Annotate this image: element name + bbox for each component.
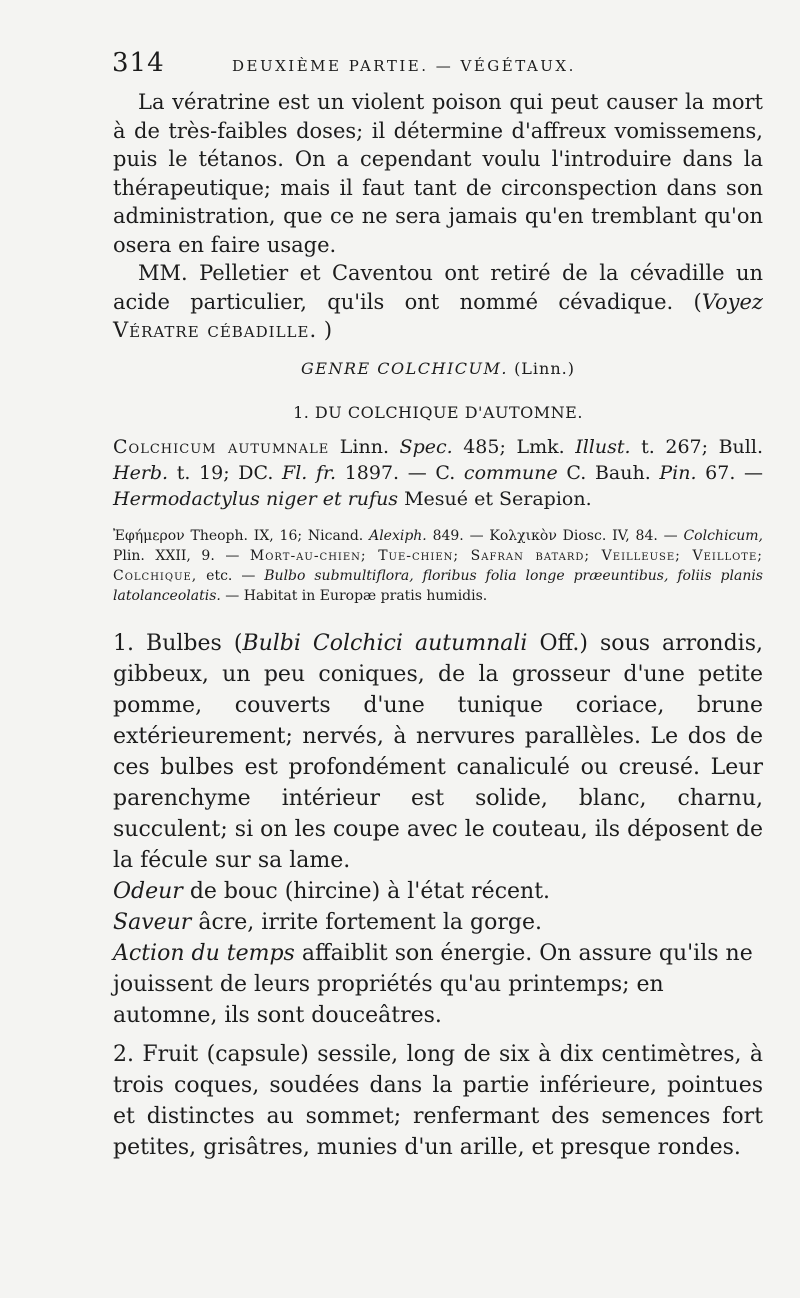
syn-text: Mesué et Serapion. [398,487,592,510]
syn-italic: Fl. fr. [282,461,337,484]
bulbs-text: Off.) sous arrondis, gibbeux, un peu coniques, de la grosseur d'une petite pomme, couverts d'une tunique coriace, brune extérieurement; nervés, à nervures parallèles. Le dos de ces bulbes est profondément canaliculé ou creusé. Leur parenchyme intérieur est solide, blanc, charnu, succulent; si on les coupe avec le couteau, ils déposent de la fécule sur sa lame. [113,630,763,873]
cross-reference: Vératre cébadille. [113,318,318,342]
syn-text: 1897. — C. [336,461,464,484]
vernacular-names: Mort-au-chien; Tue-chien; Safran batard; Veilleuse; Veillote; Colchique, [113,547,763,584]
note-italic: Bulbo submultiflora, floribus folia longe præeuntibus, foliis planis latolanceolatis. [113,567,763,604]
binomial: Colchicum autumnale [113,435,330,458]
property-saveur [113,907,763,938]
paren-close: ) [323,318,333,342]
note-text: Ἐφήμερον [113,527,185,544]
note-text: Κολχικὸν [489,527,557,544]
property-label: Saveur [113,909,192,935]
note-italic: Alexiph. [369,527,427,544]
page-body [113,88,763,1163]
page-number: 314 [112,48,165,78]
genus-name: GENRE COLCHICUM. [301,358,508,378]
note-text: Theoph. IX, 16; Nicand. [184,527,370,544]
syn-italic: Herb. [113,461,169,484]
species-heading: 1. DU COLCHIQUE D'AUTOMNE. [293,402,583,422]
syn-italic: Illust. [575,435,631,458]
voyez-ref: Voyez [701,289,763,314]
property-text: âcre, irrite fortement la gorge. [191,909,542,935]
syn-italic: Spec. [399,435,453,458]
intro-text-2: MM. Pelletier et Caventou ont retiré de la cévadille un acide particulier, qu'ils ont nommé cévadique. ( [113,261,763,314]
syn-italic: commune [463,461,558,484]
property-label: Action du temps [113,940,295,966]
syn-text: t. 19; DC. [168,461,283,484]
fruit-paragraph: 2. Fruit (capsule) sessile, long de six à dix centimètres, à trois coques, soudées dans la partie inférieure, pointues et distinctes au sommet; renfermant des semences fort petites, grisâtres, munies d'un arille, et presque rondes. [113,1041,763,1160]
synonymy [113,434,763,512]
intro-paragraph-1 [113,88,763,259]
note-text: etc. — [197,567,265,584]
property-label: Odeur [113,878,183,904]
property-action [113,938,763,1031]
page-header [110,48,760,88]
intro-paragraph-2 [113,259,763,345]
genus-heading [113,359,763,378]
genus-authority: (Linn.) [514,358,575,378]
note-text: — Habitat in Europæ pratis humidis. [220,587,488,604]
syn-text: 67. — [696,461,764,484]
syn-text: C. Bauh. [557,461,660,484]
bulbs-latin: Bulbi Colchici autumnali [242,630,528,656]
note-text: Plin. XXII, 9. — [113,547,250,564]
note-italic: Colchicum, [683,527,764,544]
syn-italic: Hermodactylus niger et rufus [113,487,399,510]
note-text: Diosc. IV, 84. — [556,527,684,544]
syn-text: Linn. [329,435,400,458]
syn-italic: Pin. [659,461,697,484]
note-text: 849. — [426,527,490,544]
property-text: de bouc (hircine) à l'état récent. [182,878,551,904]
running-title: DEUXIÈME PARTIE. — VÉGÉTAUX. [232,57,576,75]
bulbs-label: 1. Bulbes ( [113,630,243,656]
greek-note [113,526,763,606]
bulbs-paragraph [113,628,763,876]
property-text: affaiblit son énergie. On assure qu'ils ne jouissent de leurs propriétés qu'au printemps; en automne, ils sont douceâtres. [113,940,753,1028]
property-odeur [113,876,763,907]
syn-text: 485; Lmk. [452,435,576,458]
intro-text-1: La vératrine est un violent poison qui peut causer la mort à de très-faibles doses; il détermine d'affreux vomissemens, puis le tétanos. On a cependant voulu l'introduire dans la thérapeutique; mais il faut tant de circonspection dans son administration, que ce ne sera jamais qu'en tremblant qu'on osera en faire usage. [113,90,763,257]
syn-text: t. 267; Bull. [630,435,763,458]
